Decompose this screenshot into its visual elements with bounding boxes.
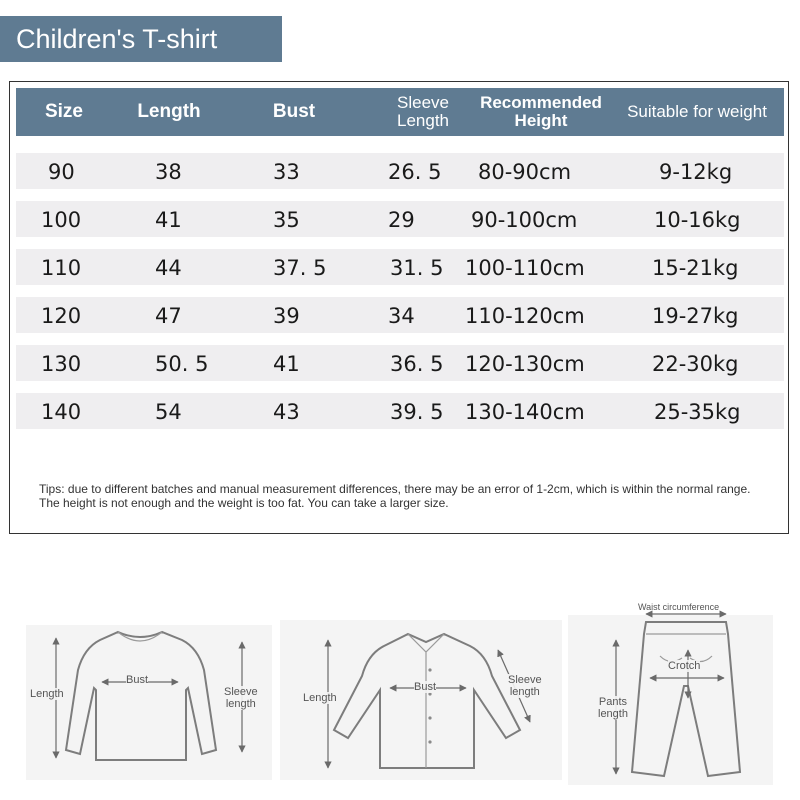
header-recommended-height	[476, 88, 606, 136]
cell-sleeve: 34	[388, 304, 415, 328]
cell-bust: 37. 5	[273, 256, 327, 280]
table-row	[16, 345, 784, 381]
tshirt-bust-label: Bust	[126, 674, 149, 686]
pants-length-line1: Pants	[598, 696, 628, 708]
cell-weight: 10-16kg	[654, 208, 741, 232]
header-sleeve-line1: Sleeve	[397, 93, 449, 112]
cell-bust: 43	[273, 400, 300, 424]
cell-sleeve: 26. 5	[388, 160, 442, 184]
size-chart	[9, 81, 789, 534]
pants-length-line2: length	[598, 708, 628, 720]
cell-height: 90-100cm	[471, 208, 578, 232]
tshirt-length-label: Length	[30, 688, 64, 700]
cell-size: 90	[48, 160, 75, 184]
cell-weight: 22-30kg	[652, 352, 739, 376]
cell-height: 110-120cm	[465, 304, 585, 328]
table-row	[16, 153, 784, 189]
table-row	[16, 297, 784, 333]
cell-length: 44	[155, 256, 182, 280]
measurement-diagrams	[0, 590, 800, 800]
cell-sleeve: 29	[388, 208, 415, 232]
cell-length: 50. 5	[155, 352, 209, 376]
tshirt-sleeve-line2: length	[225, 698, 256, 710]
header-sleeve-line2: Length	[397, 111, 449, 130]
shirt-sleeve-label	[508, 674, 542, 698]
cell-height: 120-130cm	[465, 352, 585, 376]
cell-bust: 33	[273, 160, 300, 184]
shirt-sleeve-line2: length	[509, 686, 540, 698]
header-size: Size	[44, 101, 84, 122]
shirt-sleeve-line1: Sleeve	[508, 674, 542, 686]
cell-sleeve: 36. 5	[390, 352, 444, 376]
cell-height: 100-110cm	[465, 256, 585, 280]
header-height-line1: Recommended	[480, 93, 602, 112]
table-row	[16, 249, 784, 285]
shirt-bust-label: Bust	[414, 681, 437, 693]
cell-bust: 39	[273, 304, 300, 328]
tshirt-sleeve-line1: Sleeve	[224, 686, 258, 698]
pants-crotch-label: Crotch	[668, 660, 701, 672]
page-title: Children's T-shirt	[0, 16, 282, 62]
cell-size: 120	[41, 304, 82, 328]
table-row	[16, 201, 784, 237]
cell-sleeve: 39. 5	[390, 400, 444, 424]
cell-size: 130	[41, 352, 82, 376]
cell-height: 80-90cm	[478, 160, 572, 184]
header-sleeve-length	[378, 88, 468, 136]
pants-length-label	[598, 696, 628, 720]
cell-length: 47	[155, 304, 182, 328]
header-height-line2: Height	[514, 111, 568, 130]
cell-length: 41	[155, 208, 182, 232]
table-header	[16, 88, 784, 136]
cell-weight: 25-35kg	[654, 400, 741, 424]
cell-length: 54	[155, 400, 182, 424]
header-weight: Suitable for weight	[627, 102, 767, 121]
header-length: Length	[137, 101, 201, 122]
cell-height: 130-140cm	[465, 400, 585, 424]
shirt-length-label: Length	[303, 692, 337, 704]
cell-size: 110	[41, 256, 82, 280]
cell-bust: 35	[273, 208, 300, 232]
cell-sleeve: 31. 5	[390, 256, 444, 280]
cell-size: 140	[41, 400, 82, 424]
tips-note: Tips: due to different batches and manual measurement differences, there may be an error of 1-2cm, which is within the normal range. The height is not enough and the weight is too fat. You can take a larger size.	[39, 482, 751, 510]
cell-weight: 19-27kg	[652, 304, 739, 328]
header-bust: Bust	[272, 101, 316, 122]
cell-weight: 9-12kg	[659, 160, 733, 184]
cell-length: 38	[155, 160, 182, 184]
pants-waist-label: Waist circumference	[638, 602, 720, 612]
table-row	[16, 393, 784, 429]
cell-size: 100	[41, 208, 82, 232]
cell-weight: 15-21kg	[652, 256, 739, 280]
tshirt-sleeve-label	[224, 686, 258, 710]
cell-bust: 41	[273, 352, 300, 376]
diagram-drawings	[0, 590, 800, 800]
